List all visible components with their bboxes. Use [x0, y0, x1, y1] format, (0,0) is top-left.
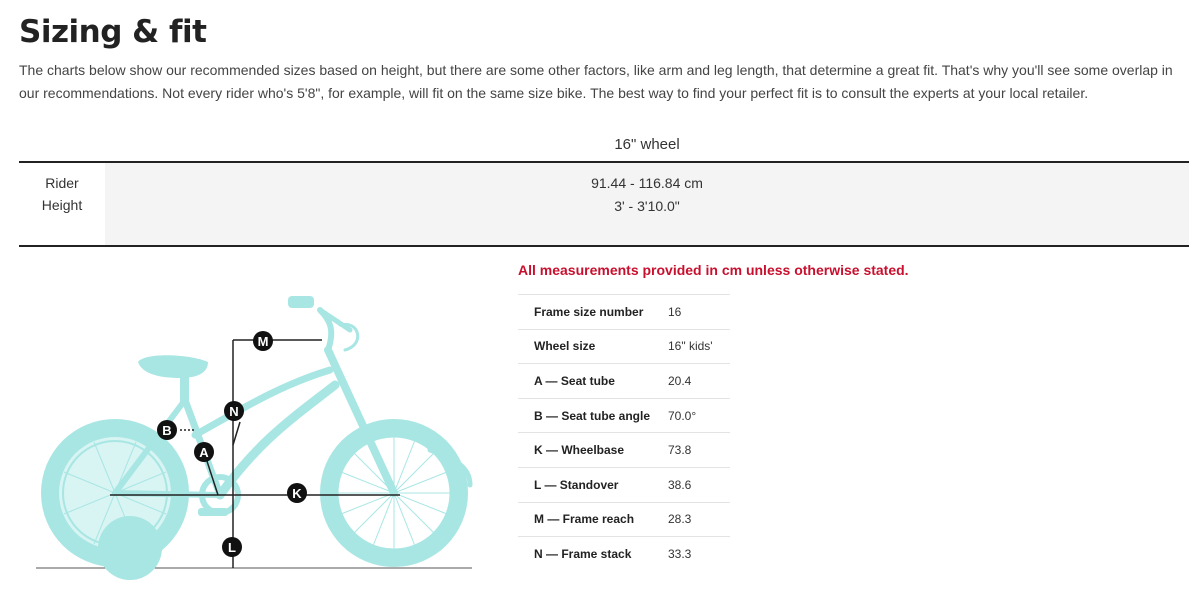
geometry-label: K — Wheelbase	[534, 443, 625, 458]
table-row	[518, 502, 730, 537]
svg-text:K: K	[292, 486, 302, 501]
svg-text:L: L	[228, 540, 236, 555]
table-row	[518, 295, 730, 330]
geometry-value: 16	[668, 304, 682, 319]
rider-label: Rider	[45, 175, 79, 191]
geometry-label: N — Frame stack	[534, 547, 632, 562]
measurement-note: All measurements provided in cm unless otherwise stated.	[518, 262, 909, 278]
table-row	[518, 364, 730, 399]
bike-geometry-diagram	[30, 290, 475, 582]
intro-text: The charts below show our recommended sizes based on height, but there are some other factors, like arm and leg length, that determine a great fit. That's why you'll see some overlap in our recommendations. Not every rider who's 5'8", for example, will fit on the same size bike. The best way to find your perfect fit is to consult the experts at your local retailer.	[19, 62, 1173, 101]
geometry-table	[518, 294, 730, 571]
svg-text:N: N	[229, 404, 239, 419]
geometry-label: M — Frame reach	[534, 512, 635, 527]
rider-height-row	[19, 163, 1189, 247]
height-metric: 91.44 - 116.84 cm	[591, 175, 703, 191]
geometry-value: 20.4	[668, 373, 692, 388]
geometry-label: Wheel size	[534, 339, 596, 354]
size-chart-header	[19, 134, 1189, 163]
geometry-value: 38.6	[668, 477, 692, 492]
rider-height-label	[19, 163, 105, 245]
wheel-size-column-header: 16" wheel	[614, 136, 680, 153]
table-row	[518, 537, 730, 572]
table-row	[518, 433, 730, 468]
table-row	[518, 329, 730, 364]
geometry-value: 33.3	[668, 547, 692, 562]
svg-text:M: M	[257, 334, 269, 349]
svg-text:B: B	[162, 423, 172, 438]
geometry-label: L — Standover	[534, 477, 619, 492]
rider-height-values	[105, 163, 1189, 245]
height-imperial: 3' - 3'10.0"	[614, 198, 680, 214]
height-label: Height	[41, 197, 83, 213]
geometry-label: A — Seat tube	[534, 373, 615, 388]
page-title: Sizing & fit	[19, 14, 207, 50]
geometry-label: Frame size number	[534, 304, 644, 319]
geometry-value: 16" kids'	[668, 339, 713, 354]
geometry-value: 73.8	[668, 443, 692, 458]
geometry-value: 70.0°	[668, 408, 697, 423]
table-row	[518, 398, 730, 433]
svg-text:A: A	[199, 445, 209, 460]
geometry-label: B — Seat tube angle	[534, 408, 651, 423]
geometry-value: 28.3	[668, 512, 692, 527]
table-row	[518, 467, 730, 502]
size-chart-table	[19, 134, 1189, 247]
